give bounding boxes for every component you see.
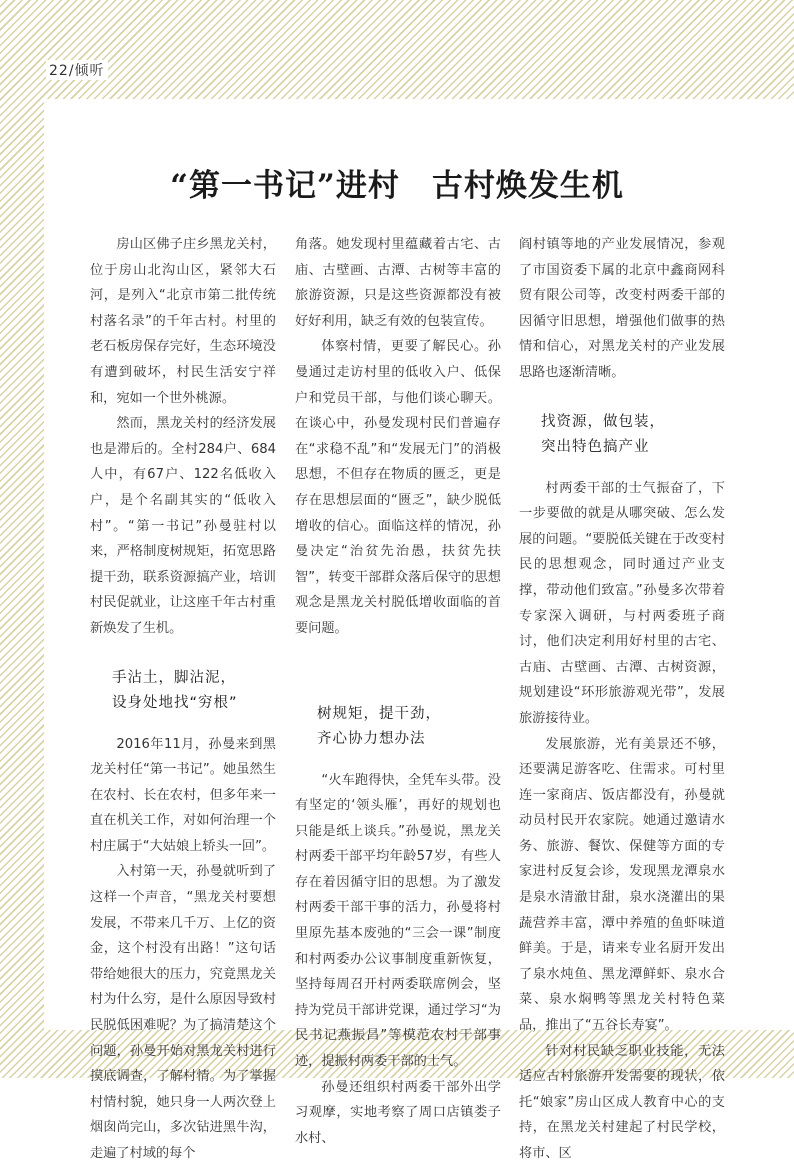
paragraph: 阎村镇等地的产业发展情况，参观了市国资委下属的北京中鑫商网科贸有限公司等，改变村两委干部的因循守旧思想，增强他们做事的热情和信心，对黑龙关村的产业发展思路也逐渐清晰。 bbox=[519, 237, 725, 380]
text-column-2 bbox=[295, 232, 501, 1151]
paragraph: 然而，黑龙关村的经济发展也是滞后的。全村284户、684人中，有67户、122名低收入户，是个名副其实的“低收入村”。“第一书记”孙曼驻村以来，严格制度树规矩，拓宽思路提干劲，联系资源搞产业，培训村民促就业，让这座千年古村重新焕发了生机。 bbox=[90, 416, 276, 636]
paragraph: 针对村民缺乏职业技能，无法适应古村旅游开发需要的现状，依托“娘家”房山区成人教育中心的支持，在黑龙关村建起了村民学校，将市、区 bbox=[519, 1043, 725, 1161]
paragraph: 房山区佛子庄乡黑龙关村，位于房山北沟山区，紧邻大石河，是列入“北京市第二批传统村落名录”的千年古村。村里的老石板房保存完好，生态环境没有遭到破坏，村民生活安宁祥和，宛如一个世外桃源。 bbox=[90, 237, 276, 406]
paragraph: 角落。她发现村里蕴藏着古宅、古庙、古壁画、古潭、古树等丰富的旅游资源，只是这些资源都没有被好好利用，缺乏有效的包装宣传。 bbox=[295, 237, 501, 329]
paragraph: 2016年11月，孙曼来到黑龙关村任“第一书记”。她虽然生在农村、长在农村，但多年来一直在机关工作，对如何治理一个村庄属于“大姑娘上轿头一回”。 bbox=[90, 736, 276, 854]
heading-line: 突出特色搞产业 bbox=[541, 438, 650, 455]
text-column-3 bbox=[519, 232, 725, 1167]
page-header: 22/倾听 bbox=[46, 60, 108, 80]
heading-line: 手沾土，脚沾泥， bbox=[112, 669, 236, 686]
paragraph: “火车跑得快，全凭车头带。没有坚定的‘领头雁’，再好的规划也只能是纸上谈兵。”孙曼说，黑龙关村两委干部平均年龄57岁，有些人存在着因循守旧的思想。为了激发村两委干部干事的活力，孙曼将村里原先基本废弛的“三会一课”制度和村两委办公议事制度重新恢复，坚持每周召开村两委联席例会，坚持为党员干部讲党课，通过学习“为民书记燕振昌”等模范农村干部事迹，提振村两委干部的士气。 bbox=[295, 772, 501, 1070]
paragraph: 发展旅游，光有美景还不够，还要满足游客吃、住需求。可村里连一家商店、饭店都没有，孙曼就动员村民开农家院。她通过邀请水务、旅游、餐饮、保健等方面的专家进村反复会诊，发现黑龙潭泉水是泉水清澈甘甜，泉水浇灌出的果蔬营养丰富，潭中养殖的鱼虾味道鲜美。于是，请来专业名厨开发出了泉水炖鱼、黑龙潭鲜虾、泉水合菜、泉水焖鸭等黑龙关村特色菜品，推出了“五谷长寿宴”。 bbox=[519, 736, 725, 1034]
article-title: “第一书记”进村 古村焕发生机 bbox=[170, 168, 624, 204]
section-heading-3 bbox=[541, 410, 725, 460]
section-heading-2 bbox=[317, 702, 501, 752]
heading-line: 树规矩，提干劲， bbox=[317, 705, 441, 722]
paragraph: 体察村情，更要了解民心。孙曼通过走访村里的低收入户、低保户和党员干部，与他们谈心聊天。在谈心中，孙曼发现村民们普遍存在“求稳不乱”和“发展无门”的消极思想，不但存在物质的匮乏，更是存在思想层面的“匮乏”，缺少脱低增收的信心。面临这样的情况，孙曼决定“治贫先治愚，扶贫先扶智”，转变干部群众落后保守的思想观念是黑龙关村脱低增收面临的首要问题。 bbox=[295, 339, 501, 636]
paragraph: 孙曼还组织村两委干部外出学习观摩，实地考察了周口店镇娄子水村、 bbox=[295, 1079, 501, 1146]
heading-line: 设身处地找“穷根” bbox=[112, 694, 238, 711]
text-column-1 bbox=[90, 232, 276, 1167]
section-heading-1 bbox=[112, 666, 276, 716]
heading-line: 齐心协力想办法 bbox=[317, 730, 426, 747]
paragraph: 入村第一天，孙曼就听到了这样一个声音，“黑龙关村要想发展，不带来几千万、上亿的资金，这个村没有出路！”这句话带给她很大的压力，究竟黑龙关村为什么穷，是什么原因导致村民脱低困难呢？为了搞清楚这个问题，孙曼开始对黑龙关村进行摸底调查，了解村情。为了掌握村情村貌，她只身一人两次登上烟囱尚完山，多次钻进黑牛沟，走遍了村域的每个 bbox=[90, 864, 276, 1161]
heading-line: 找资源，做包装， bbox=[541, 413, 665, 430]
paragraph: 村两委干部的士气振奋了，下一步要做的就是从哪突破、怎么发展的问题。“要脱低关键在于改变村民的思想观念，同时通过产业支撑，带动他们致富。”孙曼多次带着专家深入调研，与村两委班子商讨，他们决定利用好村里的古宅、古庙、古壁画、古潭、古树资源，规划建设“环形旅游观光带”，发展旅游接待业。 bbox=[519, 480, 725, 726]
